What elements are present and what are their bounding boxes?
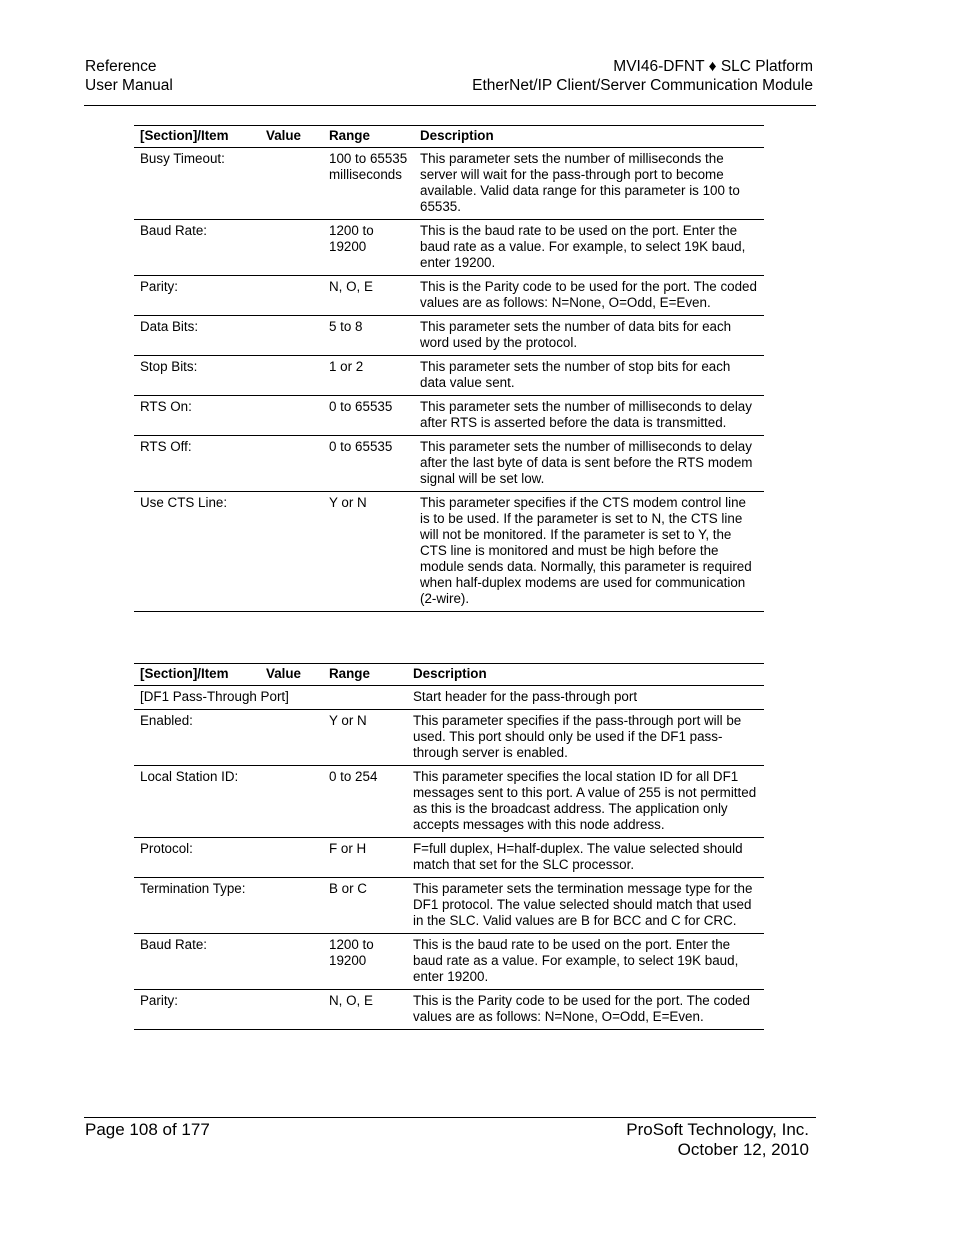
cell-description: This is the Parity code to be used for the port. The coded values are as follows: N=None, O=Odd, E=Even. xyxy=(414,276,764,316)
header-doc-type: User Manual xyxy=(85,77,173,94)
cell-item: Use CTS Line: xyxy=(134,492,260,612)
cell-description: This parameter sets the number of milliseconds the server will wait for the pass-through port to become available. Valid data range for this parameter is 100 to 65535. xyxy=(414,148,764,220)
publish-date: October 12, 2010 xyxy=(677,1140,809,1159)
cell-range: N, O, E xyxy=(323,276,414,316)
column-header-range: Range xyxy=(323,664,407,686)
cell-description: F=full duplex, H=half-duplex. The value selected should match that set for the SLC processor. xyxy=(407,838,764,878)
cell-value xyxy=(260,148,323,220)
cell-range: 5 to 8 xyxy=(323,316,414,356)
cell-item: Parity: xyxy=(134,276,260,316)
table-row xyxy=(134,934,764,990)
cell-description: This parameter sets the number of milliseconds to delay after the last byte of data is sent before the RTS modem signal will be set low. xyxy=(414,436,764,492)
cell-item: Busy Timeout: xyxy=(134,148,260,220)
cell-value xyxy=(260,934,323,990)
cell-description: This parameter sets the number of stop bits for each data value sent. xyxy=(414,356,764,396)
cell-item: Baud Rate: xyxy=(134,220,260,276)
table-row xyxy=(134,436,764,492)
cell-value xyxy=(260,276,323,316)
cell-item: Parity: xyxy=(134,990,260,1030)
table-row xyxy=(134,710,764,766)
header-divider xyxy=(84,105,816,106)
cell-value xyxy=(260,766,323,838)
cell-item: RTS Off: xyxy=(134,436,260,492)
cell-description: This is the Parity code to be used for the port. The coded values are as follows: N=None, O=Odd, E=Even. xyxy=(407,990,764,1030)
table-row xyxy=(134,396,764,436)
table-row xyxy=(134,838,764,878)
cell-description: This is the baud rate to be used on the port. Enter the baud rate as a value. For example, to select 19K baud, enter 19200. xyxy=(407,934,764,990)
footer-right xyxy=(626,1120,809,1160)
table-header-row xyxy=(134,664,764,686)
company-name: ProSoft Technology, Inc. xyxy=(626,1120,809,1139)
cell-description: This parameter sets the termination message type for the DF1 protocol. The value selected should match that used in the SLC. Valid values are B for BCC and C for CRC. xyxy=(407,878,764,934)
cell-description: This parameter specifies the local station ID for all DF1 messages sent to this port. A value of 255 is not permitted as this is the broadcast address. The application only accepts messages with this node address. xyxy=(407,766,764,838)
page-number: Page 108 of 177 xyxy=(85,1120,210,1139)
cell-range: Y or N xyxy=(323,492,414,612)
cell-value xyxy=(260,710,323,766)
cell-range: 100 to 65535 milliseconds xyxy=(323,148,414,220)
column-header-range: Range xyxy=(323,126,414,148)
cell-value xyxy=(260,436,323,492)
cell-value xyxy=(260,396,323,436)
table-row xyxy=(134,220,764,276)
table-row xyxy=(134,316,764,356)
cell-value xyxy=(260,220,323,276)
cell-item: Stop Bits: xyxy=(134,356,260,396)
column-header-item: [Section]/Item xyxy=(134,664,260,686)
parameter-table-2 xyxy=(134,663,764,1030)
cell-item: Data Bits: xyxy=(134,316,260,356)
cell-range: 1200 to 19200 xyxy=(323,934,407,990)
column-header-item: [Section]/Item xyxy=(134,126,260,148)
cell-range: 0 to 254 xyxy=(323,766,407,838)
cell-description: This parameter sets the number of data bits for each word used by the protocol. xyxy=(414,316,764,356)
footer-divider xyxy=(84,1117,816,1118)
cell-item: Termination Type: xyxy=(134,878,260,934)
column-header-description: Description xyxy=(414,126,764,148)
section-header-row xyxy=(134,686,764,710)
header-product: MVI46-DFNT ♦ SLC Platform xyxy=(613,58,813,75)
table-row xyxy=(134,356,764,396)
cell-value xyxy=(260,838,323,878)
table-row xyxy=(134,878,764,934)
column-header-value: Value xyxy=(260,664,323,686)
table-row xyxy=(134,492,764,612)
cell-range: N, O, E xyxy=(323,990,407,1030)
cell-value xyxy=(260,878,323,934)
cell-item: Local Station ID: xyxy=(134,766,260,838)
cell-range: F or H xyxy=(323,838,407,878)
cell-value xyxy=(260,990,323,1030)
cell-description: Start header for the pass-through port xyxy=(407,686,764,710)
cell-description: This is the baud rate to be used on the port. Enter the baud rate as a value. For example, to select 19K baud, enter 19200. xyxy=(414,220,764,276)
table-row xyxy=(134,276,764,316)
cell-value xyxy=(260,356,323,396)
table-row xyxy=(134,766,764,838)
parameter-table-1 xyxy=(134,125,764,612)
cell-range: 1 or 2 xyxy=(323,356,414,396)
cell-range: 0 to 65535 xyxy=(323,436,414,492)
column-header-description: Description xyxy=(407,664,764,686)
header-left xyxy=(85,57,173,95)
cell-range: Y or N xyxy=(323,710,407,766)
cell-description: This parameter specifies if the CTS modem control line is to be used. If the parameter is set to N, the CTS line will not be monitored. If the parameter is set to Y, the CTS line is monitored and must be high before the module sends data. Normally, this parameter is required when half-duplex modems are used for communication (2-wire). xyxy=(414,492,764,612)
table-row xyxy=(134,148,764,220)
cell-value xyxy=(260,316,323,356)
header-section: Reference xyxy=(85,58,157,75)
cell-description: This parameter sets the number of milliseconds to delay after RTS is asserted before the data is transmitted. xyxy=(414,396,764,436)
cell-item: RTS On: xyxy=(134,396,260,436)
cell-item: Protocol: xyxy=(134,838,260,878)
cell-range: 1200 to 19200 xyxy=(323,220,414,276)
column-header-value: Value xyxy=(260,126,323,148)
header-module: EtherNet/IP Client/Server Communication Module xyxy=(472,77,813,94)
cell-item: Enabled: xyxy=(134,710,260,766)
cell-section-name: [DF1 Pass-Through Port] xyxy=(134,686,407,710)
cell-range: B or C xyxy=(323,878,407,934)
cell-description: This parameter specifies if the pass-through port will be used. This port should only be used if the DF1 pass-through server is enabled. xyxy=(407,710,764,766)
table-header-row xyxy=(134,126,764,148)
cell-item: Baud Rate: xyxy=(134,934,260,990)
table-row xyxy=(134,990,764,1030)
header-right xyxy=(472,57,813,95)
cell-range: 0 to 65535 xyxy=(323,396,414,436)
cell-value xyxy=(260,492,323,612)
